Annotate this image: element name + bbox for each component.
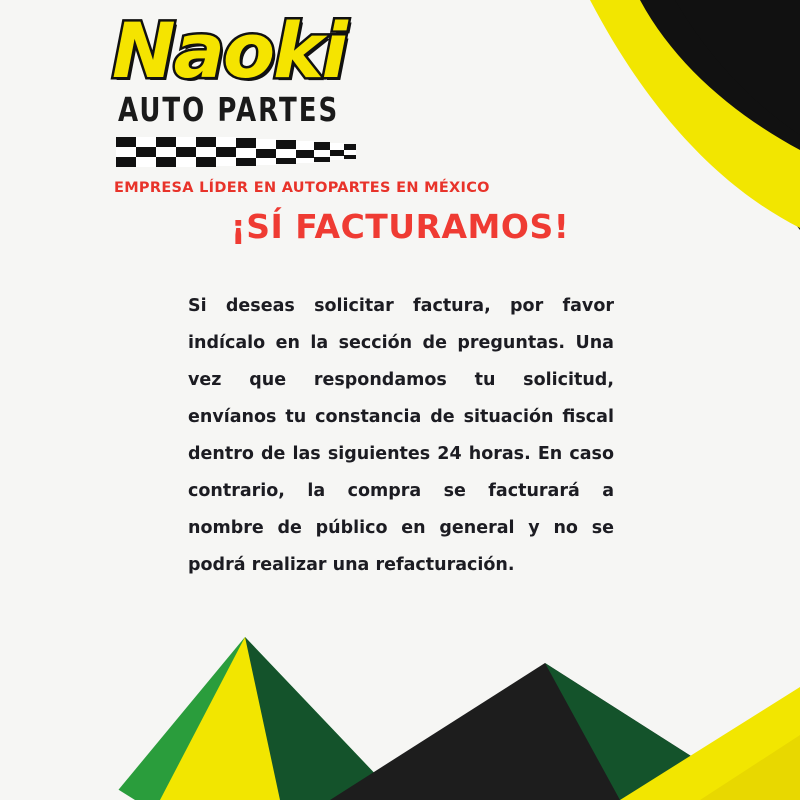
black-triangle-center [330, 663, 760, 800]
yellow-accent-right [700, 735, 800, 800]
green-triangle-left [110, 637, 400, 800]
black-triangle-top [620, 0, 800, 230]
yellow-triangle-left [160, 637, 330, 800]
brand-name: Naoki [112, 6, 346, 95]
black-inner-shape [675, 0, 800, 135]
dark-green-triangle-right [545, 663, 760, 800]
brand-tagline: EMPRESA LÍDER EN AUTOPARTES EN MÉXICO [114, 180, 490, 196]
page-title: ¡SÍ FACTURAMOS! [230, 207, 570, 246]
checkered-flag-icon [116, 135, 362, 169]
bottom-corner-shapes [0, 625, 800, 800]
yellow-swoosh [590, 0, 800, 228]
top-corner-shapes [470, 0, 800, 230]
body-paragraph-text: Si deseas solicitar factura, por favor indícalo en la sección de preguntas. Una vez que respondamos tu solicitud, envíanos tu constancia de situación fiscal dentro de las siguientes 24 horas. En caso contrario, la compra se facturará a nombre de público en general y no se podrá realizar una refacturación. [188, 296, 614, 575]
bottom-decoration [0, 625, 800, 800]
body-paragraph [188, 288, 614, 584]
dark-green-triangle [245, 637, 400, 800]
yellow-triangle-right [620, 687, 800, 800]
brand-logo [112, 6, 490, 196]
background-notch [0, 753, 135, 800]
brand-subtitle: AUTO PARTES [118, 92, 340, 130]
top-right-decoration [470, 0, 800, 230]
